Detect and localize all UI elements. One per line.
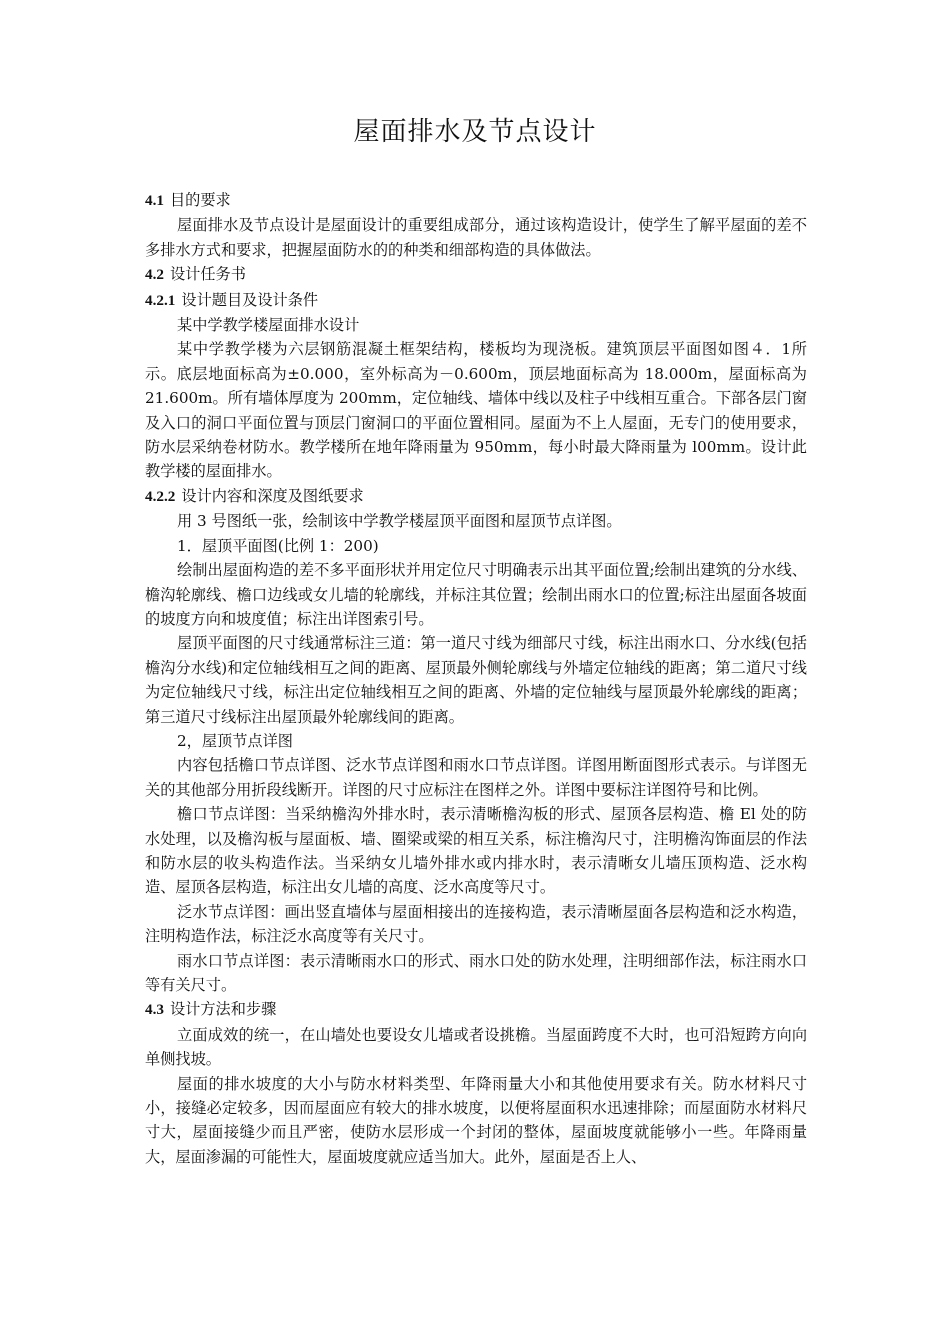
paragraph: 屋顶平面图的尺寸线通常标注三道：第一道尺寸线为细部尺寸线，标注出雨水口、分水线(包括檐沟分水线)和定位轴线相互之间的距离、屋顶最外侧轮廓线与外墙定位轴线的距离；第二道尺寸线为定位轴线尺寸线，标注出定位轴线相互之间的距离、外墙的定位轴线与屋顶最外轮廓线的距离；第三道尺寸线标注出屋顶最外轮廓线间的距离。 [145,634,807,726]
section-number: 4.2.2 [145,487,176,505]
paragraph: 檐口节点详图：当采纳檐沟外排水时，表示清晰檐沟板的形式、屋顶各层构造、檐 El 处的防水处理，以及檐沟板与屋面板、墙、圈梁或梁的相互关系，标注檐沟尺寸，注明檐沟饰面层的作法和防水层的收头构造作法。当采纳女儿墙外排水或内排水时，表示清晰女儿墙压顶构造、泛水构造、屋顶各层构造，标注出女儿墙的高度、泛水高度等尺寸。 [145,805,807,897]
list-item-heading: 1．屋顶平面图(比例 1：200) [177,536,379,555]
section-title: 设计任务书 [169,265,246,284]
paragraph: 用 3 号图纸一张，绘制该中学教学楼屋顶平面图和屋顶节点详图。 [177,512,622,531]
paragraph: 泛水节点详图：画出竖直墙体与屋面相接出的连接构造，表示清晰屋面各层构造和泛水构造，注明构造作法，标注泛水高度等有关尺寸。 [145,902,807,946]
paragraph: 某中学教学楼屋面排水设计 [177,316,360,335]
paragraph: 某中学教学楼为六层钢筋混凝土框架结构，楼板均为现浇板。建筑顶层平面图如图４．1所示。底层地面标高为±0.000，室外标高为－0.600m，顶层地面标高为 18.000m，屋面标高为 21.600m。所有墙体厚度为 200mm，定位轴线、墙体中线以及柱子中线相互重合。下部各层门窗及入口的洞口平面位置与顶层门窗洞口的平面位置相同。屋面为不上人屋面，无专门的使用要求，防水层采纳卷材防水。教学楼所在地年降雨量为 950mm，每小时最大降雨量为 l00mm。设计此教学楼的屋面排水。 [145,340,807,481]
paragraph: 雨水口节点详图：表示清晰雨水口的形式、雨水口处的防水处理，注明细部作法，标注雨水口等有关尺寸。 [145,951,807,994]
section-number: 4.2 [145,266,164,284]
list-item-heading: 2，屋顶节点详图 [177,731,293,750]
paragraph: 屋面的排水坡度的大小与防水材料类型、年降雨量大小和其他使用要求有关。防水材料尺寸小，接缝必定较多，因而屋面应有较大的排水坡度，以便将屋面积水迅速排除；而屋面防水材料尺寸大，屋面接缝少而且严密，使防水层形成一个封闭的整体，屋面坡度就能够小一些。年降雨量大，屋面渗漏的可能性大，屋面坡度就应适当加大。此外，屋面是否上人、 [145,1074,807,1166]
section-title: 设计内容和深度及图纸要求 [181,486,364,505]
section-title: 设计题目及设计条件 [181,290,319,309]
section-title: 设计方法和步骤 [169,1000,277,1019]
paragraph: 绘制出屋面构造的差不多平面形状并用定位尺寸明确表示出其平面位置;绘制出建筑的分水线、檐沟轮廓线、檐口边线或女儿墙的轮廓线，并标注其位置；绘制出雨水口的位置;标注出屋面各坡面的坡度方向和坡度值；标注出详图索引号。 [145,561,807,628]
document-body [145,188,807,1169]
section-number: 4.3 [145,1001,164,1019]
page-title: 屋面排水及节点设计 [353,117,597,147]
section-number: 4.1 [145,192,164,209]
section-heading-4-2-1 [145,288,807,313]
section-heading-4-3 [145,997,807,1022]
section-title: 目的要求 [169,191,231,209]
paragraph: 立面成效的统一，在山墙处也要设女儿墙或者设挑檐。当屋面跨度不大时，也可沿短跨方向向单侧找坡。 [145,1025,807,1069]
section-heading-4-1 [145,188,807,213]
paragraph: 屋面排水及节点设计是屋面设计的重要组成部分，通过该构造设计，使学生了解平屋面的差不多排水方式和要求，把握屋面防水的的种类和细部构造的具体做法。 [145,216,807,259]
section-heading-4-2 [145,262,807,287]
section-heading-4-2-2 [145,484,807,509]
paragraph: 内容包括檐口节点详图、泛水节点详图和雨水口节点详图。详图用断面图形式表示。与详图无关的其他部分用折段线断开。详图的尺寸应标注在图样之外。详图中要标注详图符号和比例。 [145,756,807,799]
section-number: 4.2.1 [145,291,176,309]
